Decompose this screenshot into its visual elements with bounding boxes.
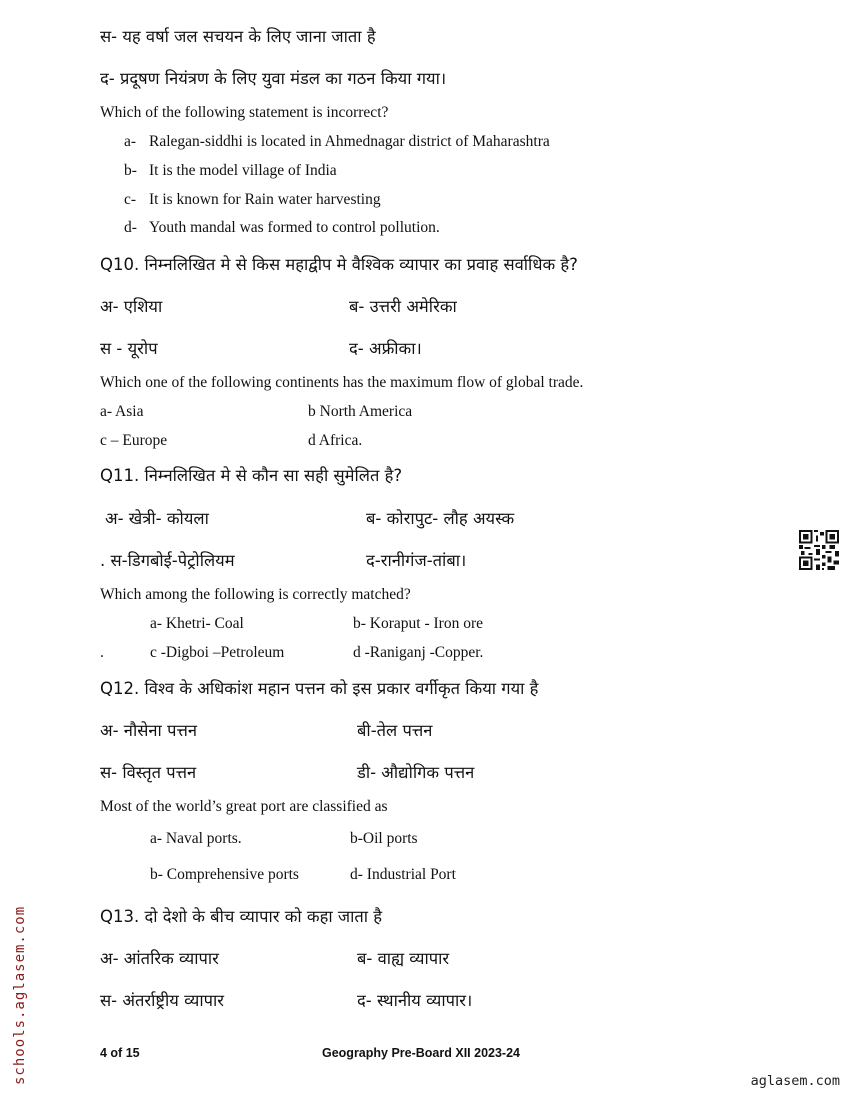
q12-option-b-hindi: बी-तेल पत्तन [357, 721, 433, 740]
option-marker: a- [124, 133, 137, 150]
q10-option-b-english: b North America [308, 403, 413, 420]
q12-option-c-english: b- Comprehensive ports [150, 866, 299, 883]
page-number: 4 of 15 [100, 1046, 140, 1060]
q11-option-d-hindi: द-रानीगंज-तांबा। [366, 551, 467, 570]
q11-leading-dot: . [100, 644, 104, 661]
vertical-watermark: schools.aglasem.com [12, 905, 28, 1085]
q13-option-a-hindi: अ- आंतरिक व्यापार [100, 949, 219, 968]
option-text: Ralegan-siddhi is located in Ahmednagar district of Maharashtra [149, 133, 550, 150]
option-text: Youth mandal was formed to control pollution. [149, 219, 440, 236]
footer-title: Geography Pre-Board XII 2023-24 [322, 1046, 520, 1060]
q13-option-b-hindi: ब- वाह्य व्यापार [357, 949, 450, 968]
q10-option-c-hindi: स - यूरोप [100, 339, 158, 358]
q12-question-hindi: Q12. विश्व के अधिकांश महान पत्तन को इस प्रकार वर्गीकृत किया गया है [100, 679, 539, 698]
q13-option-c-hindi: स- अंतर्राष्ट्रीय व्यापार [100, 991, 224, 1010]
qr-code-icon [799, 530, 839, 570]
q12-option-a-hindi: अ- नौसेना पत्तन [100, 721, 197, 740]
q9-option-c-hindi: स- यह वर्षा जल सचयन के लिए जाना जाता है [100, 27, 376, 46]
q11-option-c-hindi: . स-डिगबोई-पेट्रोलियम [100, 551, 235, 570]
q12-option-d-english: d- Industrial Port [350, 866, 456, 883]
q13-option-d-hindi: द- स्थानीय व्यापार। [357, 991, 473, 1010]
q12-option-a-english: a- Naval ports. [150, 830, 242, 847]
q9-option-c-english [124, 191, 381, 209]
q9-question-english: Which of the following statement is incorrect? [100, 104, 389, 121]
q12-option-c-hindi: स- विस्तृत पत्तन [100, 763, 197, 782]
q9-option-a-english [124, 133, 550, 151]
q10-option-a-english: a- Asia [100, 403, 144, 420]
q9-option-d-hindi: द- प्रदूषण नियंत्रण के लिए युवा मंडल का गठन किया गया। [100, 69, 447, 88]
q11-option-c-english: c -Digboi –Petroleum [150, 644, 285, 661]
q12-option-b-english: b-Oil ports [350, 830, 418, 847]
q11-option-a-english: a- Khetri- Coal [150, 615, 244, 632]
q10-option-b-hindi: ब- उत्तरी अमेरिका [349, 297, 457, 316]
q10-option-d-english: d Africa. [308, 432, 363, 449]
q11-question-english: Which among the following is correctly matched? [100, 586, 411, 603]
option-text: It is the model village of India [149, 162, 337, 179]
option-marker: c- [124, 191, 137, 208]
option-marker: d- [124, 219, 137, 236]
q11-option-b-hindi: ब- कोरापुट- लौह अयस्क [366, 509, 515, 528]
q11-option-d-english: d -Raniganj -Copper. [353, 644, 484, 661]
site-watermark: aglasem.com [750, 1073, 840, 1089]
q10-question-english: Which one of the following continents has the maximum flow of global trade. [100, 374, 584, 391]
q12-option-d-hindi: डी- औद्योगिक पत्तन [357, 763, 475, 782]
option-text: It is known for Rain water harvesting [149, 191, 381, 208]
q11-question-hindi: Q11. निम्नलिखित मे से कौन सा सही सुमेलित है? [100, 466, 403, 485]
q11-option-a-hindi: अ- खेत्री- कोयला [105, 509, 209, 528]
option-marker: b- [124, 162, 137, 179]
q10-option-d-hindi: द- अफ्रीका। [349, 339, 422, 358]
q10-question-hindi: Q10. निम्नलिखित मे से किस महाद्वीप मे वैश्विक व्यापार का प्रवाह सर्वाधिक है? [100, 255, 578, 274]
q11-option-b-english: b- Koraput - Iron ore [353, 615, 483, 632]
q10-option-c-english: c – Europe [100, 432, 168, 449]
q10-option-a-hindi: अ- एशिया [100, 297, 163, 316]
q13-question-hindi: Q13. दो देशो के बीच व्यापार को कहा जाता है [100, 907, 383, 926]
q9-option-d-english [124, 219, 440, 237]
q12-question-english: Most of the world’s great port are classified as [100, 798, 388, 815]
q9-option-b-english [124, 162, 337, 180]
